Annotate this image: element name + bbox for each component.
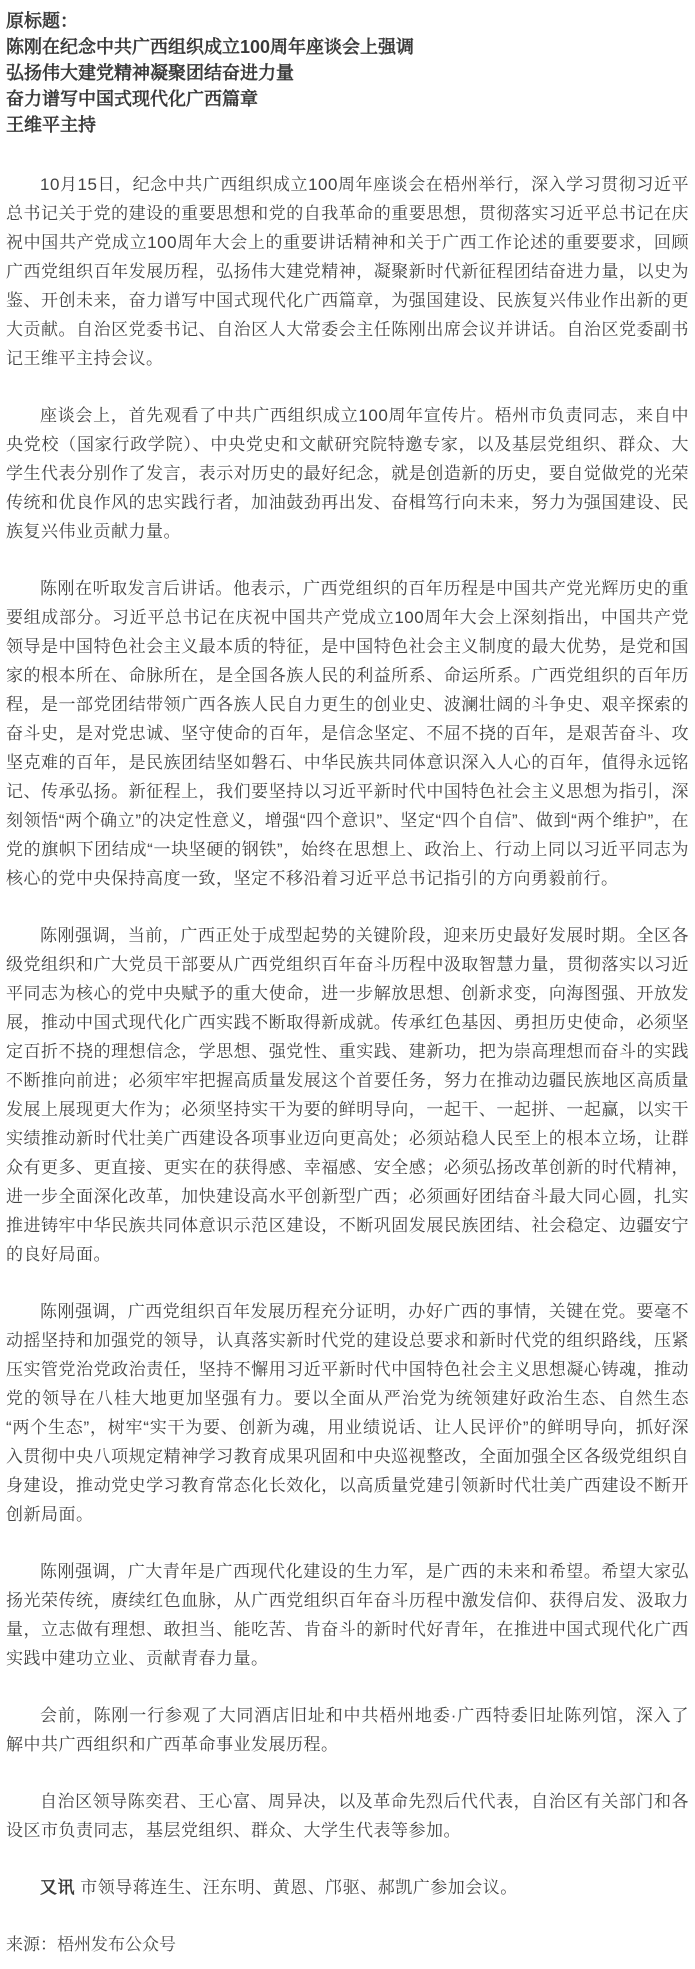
extra-news-text: 市领导蒋连生、汪东明、黄恩、邝驱、郝凯广参加会议。: [75, 1878, 518, 1897]
article-title-block: [6, 8, 689, 138]
paragraph-6: 陈刚强调，广大青年是广西现代化建设的生力军，是广西的未来和希望。希望大家弘扬光荣传统，赓续红色血脉，从广西党组织百年奋斗历程中激发信仰、获得启发、汲取力量，立志做有理想、敢担当、能吃苦、肯奋斗的新时代好青年，在推进中国式现代化广西实践中建功立业、贡献青春力量。: [6, 1562, 689, 1668]
paragraph-extra-news: [6, 1873, 689, 1902]
paragraph-3: 陈刚在听取发言后讲话。他表示，广西党组织的百年历程是中国共产党光辉历史的重要组成部分。习近平总书记在庆祝中国共产党成立100周年大会上深刻指出，中国共产党领导是中国特色社会主义最本质的特征，是中国特色社会主义制度的最大优势，是党和国家的根本所在、命脉所在，是全国各族人民的利益所系、命运所系。广西党组织的百年历程，是一部党团结带领广西各族人民自力更生的创业史、波澜壮阔的斗争史、艰辛探索的奋斗史，是对党忠诚、坚守使命的百年，是信念坚定、不屈不挠的百年，是艰苦奋斗、攻坚克难的百年，是民族团结坚如磐石、中华民族共同体意识深入人心的百年，值得永远铭记、传承弘扬。新征程上，我们要坚持以习近平新时代中国特色社会主义思想为指引，深刻领悟“两个确立”的决定性意义，增强“四个意识”、坚定“四个自信”、做到“两个维护”，在党的旗帜下团结成“一块坚硬的钢铁”，始终在思想上、政治上、行动上同以习近平同志为核心的党中央保持高度一致，坚定不移沿着习近平总书记指引的方向勇毅前行。: [6, 579, 689, 888]
title-line-sub1: 弘扬伟大建党精神凝聚团结奋进力量: [6, 63, 294, 83]
title-line-host: 王维平主持: [6, 115, 96, 135]
paragraph-7: 会前，陈刚一行参观了大同酒店旧址和中共梧州地委·广西特委旧址陈列馆，深入了解中共广西组织和广西革命事业发展历程。: [6, 1706, 689, 1754]
paragraph-4: 陈刚强调，当前，广西正处于成型起势的关键阶段，迎来历史最好发展时期。全区各级党组织和广大党员干部要从广西党组织百年奋斗历程中汲取智慧力量，贯彻落实以习近平同志为核心的党中央赋予的重大使命，进一步解放思想、创新求变，向海图强、开放发展，推动中国式现代化广西实践不断取得新成就。传承红色基因、勇担历史使命，必须坚定百折不挠的理想信念，学思想、强党性、重实践、建新功，把为崇高理想而奋斗的实践不断推向前进；必须牢牢把握高质量发展这个首要任务，努力在推动边疆民族地区高质量发展上展现更大作为；必须坚持实干为要的鲜明导向，一起干、一起拼、一起赢，以实干实绩推动新时代壮美广西建设各项事业迈向更高处；必须站稳人民至上的根本立场，让群众有更多、更直接、更实在的获得感、幸福感、安全感；必须弘扬改革创新的时代精神，进一步全面深化改革，加快建设高水平创新型广西；必须画好团结奋斗最大同心圆，扎实推进铸牢中华民族共同体意识示范区建设，不断巩固发展民族团结、社会稳定、边疆安宁的良好局面。: [6, 926, 689, 1264]
original-title-label: 原标题：: [6, 11, 78, 31]
paragraph-1: 10月15日，纪念中共广西组织成立100周年座谈会在梧州举行，深入学习贯彻习近平总书记关于党的建设的重要思想和党的自我革命的重要思想，贯彻落实习近平总书记在庆祝中国共产党成立100周年大会上的重要讲话精神和关于广西工作论述的重要要求，回顾广西党组织百年发展历程，弘扬伟大建党精神，凝聚新时代新征程团结奋进力量，以史为鉴、开创未来，奋力谱写中国式现代化广西篇章，为强国建设、民族复兴伟业作出新的更大贡献。自治区党委书记、自治区人大常委会主任陈刚出席会议并讲话。自治区党委副书记王维平主持会议。: [6, 175, 689, 368]
paragraph-8: 自治区领导陈奕君、王心富、周异决，以及革命先烈后代代表，自治区有关部门和各设区市负责同志，基层党组织、群众、大学生代表等参加。: [6, 1792, 689, 1840]
article-body: [6, 170, 689, 1902]
title-line-sub2: 奋力谱写中国式现代化广西篇章: [6, 89, 258, 109]
paragraph-2: 座谈会上，首先观看了中共广西组织成立100周年宣传片。梧州市负责同志，来自中央党校（国家行政学院）、中央党史和文献研究院特邀专家，以及基层党组织、群众、大学生代表分别作了发言，表示对历史的最好纪念，就是创造新的历史，要自觉做党的光荣传统和优良作风的忠实践行者，加油鼓劲再出发、奋楫笃行向未来，努力为强国建设、民族复兴伟业贡献力量。: [6, 406, 689, 541]
source-line: 来源：梧州发布公众号: [6, 1935, 176, 1954]
extra-news-label: 又讯: [40, 1878, 75, 1897]
paragraph-5: 陈刚强调，广西党组织百年发展历程充分证明，办好广西的事情，关键在党。要毫不动摇坚持和加强党的领导，认真落实新时代党的建设总要求和新时代党的组织路线，压紧压实管党治党政治责任，坚持不懈用习近平新时代中国特色社会主义思想凝心铸魂，推动党的领导在八桂大地更加坚强有力。要以全面从严治党为统领建好政治生态、自然生态“两个生态”，树牢“实干为要、创新为魂，用业绩说话、让人民评价”的鲜明导向，抓好深入贯彻中央八项规定精神学习教育成果巩固和中央巡视整改，全面加强全区各级党组织自身建设，推动党史学习教育常态化长效化，以高质量党建引领新时代壮美广西建设不断开创新局面。: [6, 1302, 689, 1524]
title-line-main: 陈刚在纪念中共广西组织成立100周年座谈会上强调: [6, 37, 415, 57]
